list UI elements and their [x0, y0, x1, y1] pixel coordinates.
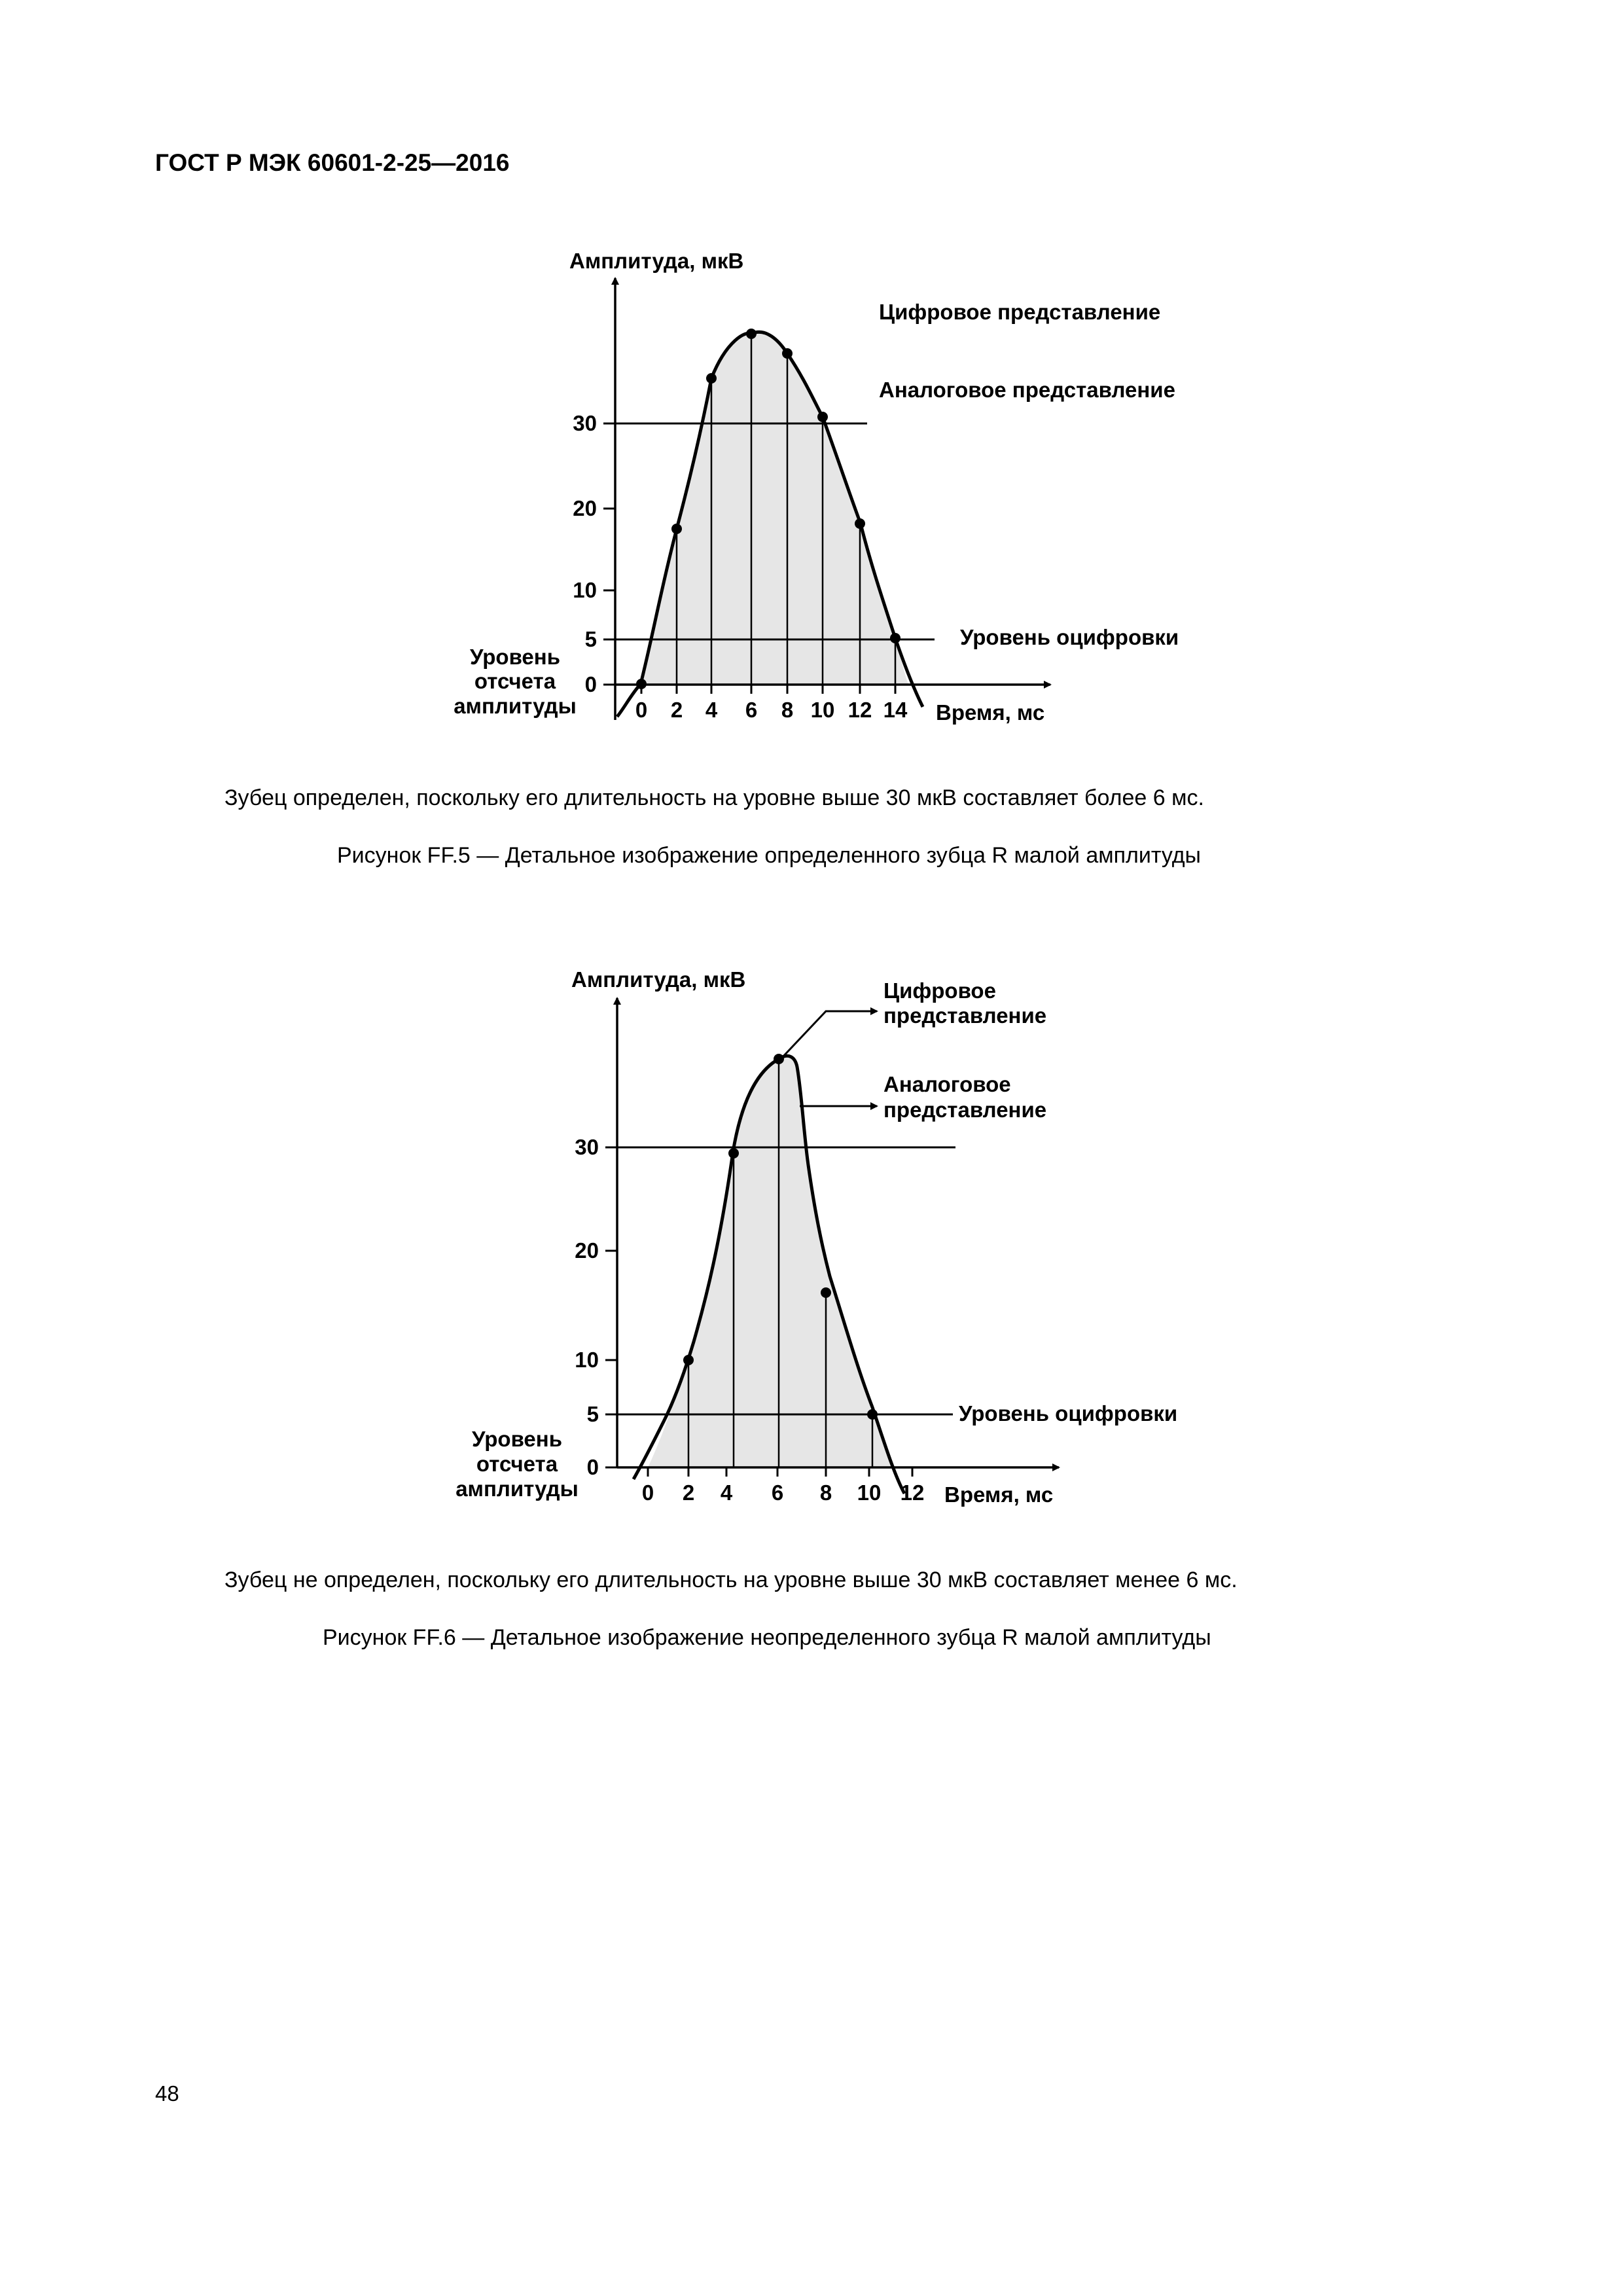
legend-analog: Аналоговое представление	[879, 378, 1175, 402]
x-axis-label: Время, мс	[936, 700, 1045, 725]
y-tick-label: 20	[573, 496, 597, 520]
y-axis-label: Амплитуда, мкВ	[569, 249, 744, 273]
y-tick-label: 5	[584, 627, 597, 651]
digital-point	[782, 348, 793, 359]
x-tick-label: 12	[900, 1480, 925, 1505]
y-tick-label: 30	[575, 1135, 599, 1159]
figure-ff6	[0, 916, 1623, 1571]
y-tick-label: 20	[575, 1238, 599, 1263]
figure-ff6-note: Зубец не определен, поскольку его длительность на уровне выше 30 мкВ составляет менее 6 мс.	[224, 1568, 1238, 1592]
legend-digital: Цифровое представление	[879, 300, 1161, 324]
y-axis-label: Амплитуда, мкВ	[571, 967, 746, 992]
digital-point	[706, 373, 717, 384]
digital-point	[774, 1054, 784, 1064]
digital-point	[867, 1409, 878, 1420]
analog-fill	[648, 1056, 891, 1467]
x-tick-label: 4	[705, 698, 718, 722]
digital-callout-arrow	[781, 1011, 877, 1059]
x-axis-label: Время, мс	[944, 1482, 1054, 1507]
x-ticks	[635, 685, 908, 722]
y-tick-label: 5	[586, 1402, 599, 1426]
figure-ff5-note: Зубец определен, поскольку его длительность на уровне выше 30 мкВ составляет более 6 мс.	[224, 785, 1204, 810]
x-tick-label: 8	[819, 1480, 832, 1505]
y-ticks	[573, 411, 615, 696]
y-tick-label: 30	[573, 411, 597, 435]
x-tick-label: 2	[682, 1480, 695, 1505]
page-number: 48	[155, 2081, 179, 2106]
y-tick-label: 10	[575, 1348, 599, 1372]
y-ticks	[575, 1135, 617, 1479]
figure-ff6-chart	[0, 916, 1623, 1571]
x-tick-label: 10	[857, 1480, 882, 1505]
digital-point	[855, 518, 865, 529]
digital-point	[817, 412, 828, 422]
document-code: ГОСТ Р МЭК 60601-2-25—2016	[155, 149, 510, 176]
legend-analog-line2: представление	[883, 1098, 1047, 1122]
y-tick-label: 10	[573, 578, 597, 602]
baseline-label-line3: амплитуды	[454, 694, 577, 718]
digital-point	[671, 524, 682, 534]
x-tick-label: 12	[847, 698, 872, 722]
x-tick-label: 0	[635, 698, 648, 722]
digital-point	[728, 1148, 739, 1158]
baseline-label-line1: Уровень	[471, 1427, 563, 1451]
digital-point	[683, 1355, 694, 1365]
y-tick-label: 0	[584, 672, 597, 696]
legend-analog-line1: Аналоговое	[883, 1072, 1011, 1096]
legend-digital-line1: Цифровое	[883, 978, 996, 1003]
digital-point	[636, 679, 647, 689]
figure-ff5-caption: Рисунок FF.5 — Детальное изображение определенного зубца R малой амплитуды	[337, 843, 1201, 868]
baseline-label-line3: амплитуды	[455, 1477, 579, 1501]
figure-ff5-chart	[0, 0, 1623, 916]
digitization-level-label: Уровень оцифровки	[959, 1401, 1178, 1426]
x-ticks	[642, 1467, 925, 1505]
x-tick-label: 6	[745, 698, 758, 722]
digital-point	[890, 633, 901, 643]
y-tick-label: 0	[586, 1455, 599, 1479]
x-tick-label: 10	[810, 698, 835, 722]
digital-point	[746, 329, 757, 339]
baseline-label-line2: отсчета	[476, 1452, 558, 1476]
digital-point	[821, 1287, 831, 1298]
x-tick-label: 8	[781, 698, 794, 722]
figure-ff6-caption: Рисунок FF.6 — Детальное изображение неопределенного зубца R малой амплитуды	[323, 1625, 1211, 1650]
x-tick-label: 0	[641, 1480, 654, 1505]
legend-digital-line2: представление	[883, 1003, 1047, 1028]
baseline-label-line1: Уровень	[469, 645, 561, 669]
x-tick-label: 4	[720, 1480, 733, 1505]
digitization-level-label: Уровень оцифровки	[960, 625, 1179, 649]
x-tick-label: 14	[883, 698, 908, 722]
baseline-label-line2: отсчета	[474, 669, 556, 693]
figure-ff5	[0, 0, 1623, 916]
x-tick-label: 6	[771, 1480, 784, 1505]
x-tick-label: 2	[670, 698, 683, 722]
